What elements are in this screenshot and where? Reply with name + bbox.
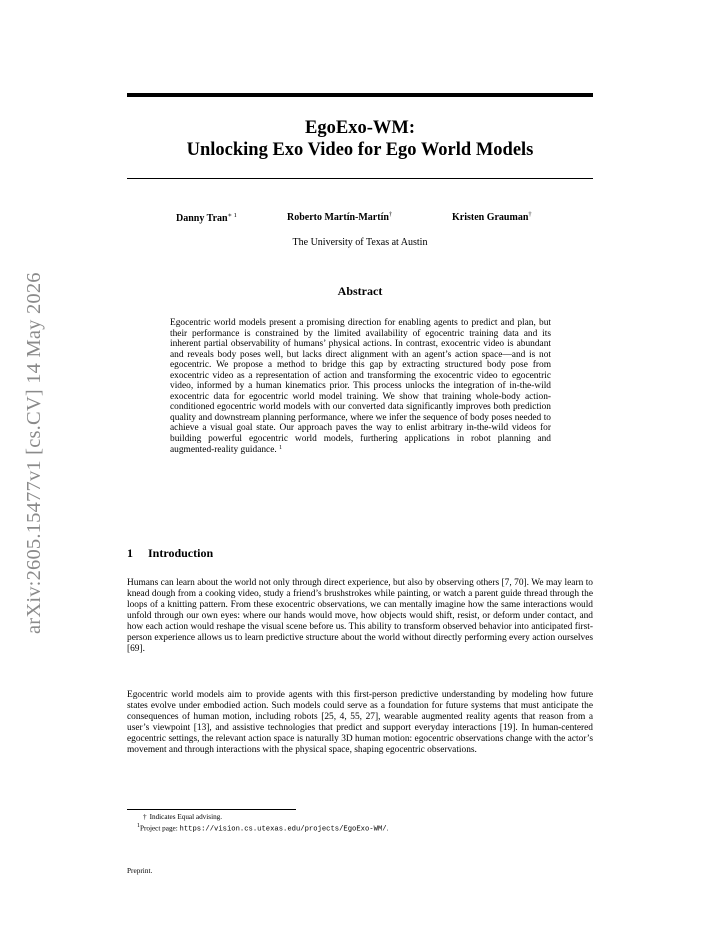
project-page-link[interactable]: https://vision.cs.utexas.edu/projects/EgoExo-WM/ xyxy=(179,825,387,834)
arxiv-identifier: arXiv:2605.15477v1 [cs.CV] 14 May 2026 xyxy=(23,272,45,634)
abstract-text xyxy=(170,318,551,455)
footnote-mark: † xyxy=(143,813,147,821)
footnotes xyxy=(137,813,593,834)
section-title: Introduction xyxy=(148,546,214,560)
author-name: Kristen Grauman xyxy=(452,212,529,223)
author-list xyxy=(127,211,593,225)
footnote-equal-advising xyxy=(137,813,593,822)
author-roberto-martin-martin xyxy=(287,211,392,223)
author-name: Roberto Martín-Martín xyxy=(287,212,389,223)
footnote-label: Project page: xyxy=(140,824,178,833)
author-kristen-grauman xyxy=(452,211,532,223)
author-marks: ∗ 1 xyxy=(227,212,237,219)
author-marks: † xyxy=(388,211,393,218)
paper-title-line-1: EgoExo-WM: xyxy=(305,118,415,138)
abstract-body-text: Egocentric world models present a promising direction for enabling agents to predict and plan, but their performance is constrained by the limited availability of egocentric training data and its inherent partial observability of humans’ physical actions. In contrast, exocentric video is abundant and reveals body poses well, but lacks direct alignment with an agent’s action space—and is not egocentric. We propose a method to bridge this gap by extracting structured body pose from exocentric video as a representation of action and transforming the exocentric video to egocentric video, informed by a human kinematics prior. This process unlocks the integration of in-the-wild exocentric data for egocentric world model training. We show that training whole-body action-conditioned egocentric world models with our converted data significantly improves both prediction quality and downstream planning performance, where we infer the sequence of body poses needed to achieve a visual goal state. Our approach paves the way to enlist arbitrary in-the-wild videos for building powerful egocentric world models, furthering applications in robot planning and augmented-reality guidance. xyxy=(170,318,551,455)
title-rule-bottom xyxy=(127,178,593,179)
abstract-heading: Abstract xyxy=(337,284,383,298)
author-name: Danny Tran xyxy=(176,213,228,224)
footnote-rule xyxy=(127,809,296,810)
section-number: 1 xyxy=(127,546,133,560)
author-marks: † xyxy=(528,211,532,218)
preprint-label: Preprint. xyxy=(127,866,153,875)
affiliation: The University of Texas at Austin xyxy=(292,237,428,248)
author-danny-tran xyxy=(176,211,237,224)
footnote-project-page xyxy=(137,822,593,834)
abstract-footnote-mark: 1 xyxy=(279,444,283,451)
footnote-text: Indicates Equal advising. xyxy=(149,813,223,821)
section-heading-introduction xyxy=(127,546,593,561)
intro-paragraph-2: Egocentric world models aim to provide agents with this first-person predictive understanding by modeling how future states evolve under embodied action. Such models could serve as a foundation for future systems that must anticipate the consequences of human motion, including robots [25, 4, 55, 27], wearable augmented reality agents that reason from a user’s viewpoint [13], and assistive technologies that predict and support everyday interactions [19]. In human-centered egocentric settings, the relevant action space is naturally 3D human motion: egocentric observations change with the actor’s movement and through interactions with the physical space, shaping egocentric observations. xyxy=(127,690,593,755)
intro-paragraph-1: Humans can learn about the world not only through direct experience, but also by observing others [7, 70]. We may learn to knead dough from a cooking video, study a friend’s brushstrokes while painting, or watch a parent guide thread through the loops of a knitting pattern. From these exocentric observations, we can mentally imagine how the same interactions would unfold through our own eyes: where our hands would move, how objects would shift, resist, or deform under contact, and how each action would reshape the visual scene before us. This ability to transform observed behavior into anticipated first-person experience allows us to learn predictive structure about the world without directly performing every action ourselves [69]. xyxy=(127,578,593,654)
title-rule-top xyxy=(127,93,593,97)
footnote-mark: 1 xyxy=(137,823,140,829)
paper-title-line-2: Unlocking Exo Video for Ego World Models xyxy=(186,140,534,160)
paper-title xyxy=(127,117,593,161)
footnote-period: . xyxy=(386,824,389,833)
